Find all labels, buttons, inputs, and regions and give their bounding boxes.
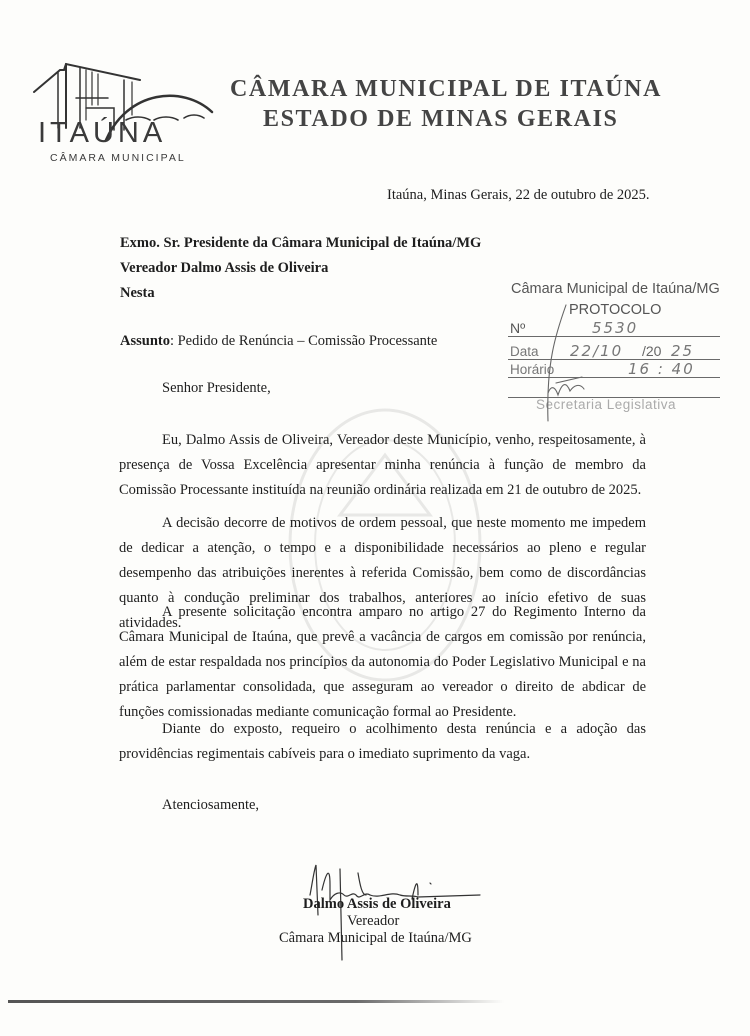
stamp-initials-icon — [526, 303, 586, 423]
signatory-role: Vereador — [347, 913, 400, 929]
dateline: Itaúna, Minas Gerais, 22 de outubro de 2025. — [387, 187, 650, 203]
paragraph-2: A decisão decorre de motivos de ordem pessoal, que neste momento me impedem de dedicar a atenção, o tempo e a disponibilidade necessários ao pleno e regular desempenho das atribuições inerentes à referida Comissão, bem como de discordâncias quanto à condução preliminar dos trabalhos, anteriores ao início efetivo de suas atividades. — [119, 515, 646, 631]
subject-line — [120, 333, 437, 350]
footer-rule — [8, 1000, 504, 1003]
subject-text: : Pedido de Renúncia – Comissão Processante — [169, 333, 438, 349]
letterhead-title: CÂMARA MUNICIPAL DE ITAÚNA — [230, 76, 663, 102]
letter-body — [119, 428, 646, 507]
letterhead-subtitle: ESTADO DE MINAS GERAIS — [263, 106, 619, 132]
paragraph-1: Eu, Dalmo Assis de Oliveira, Vereador deste Município, venho, respeitosamente, à presença de Vossa Excelência apresentar minha renúncia à função de membro da Comissão Processante instituída na reunião ordinária realizada em 21 de outubro de 2025. — [119, 432, 646, 498]
stamp-footer: Secretaria Legislativa — [536, 397, 677, 412]
letter-body-4 — [119, 717, 646, 771]
stamp-time-label: Horário — [510, 362, 555, 377]
protocol-stamp — [508, 281, 728, 421]
logo-subtitle: CÂMARA MUNICIPAL — [50, 152, 186, 164]
logo-wordmark: ITAÚNA — [38, 117, 167, 149]
paragraph-4: Diante do exposto, requeiro o acolhimento desta renúncia e a adoção das providências regimentais cabíveis para o imediato suprimento da vaga. — [119, 721, 646, 762]
letter-body-3 — [119, 600, 646, 729]
stamp-number-label: Nº — [510, 320, 526, 336]
closing: Atenciosamente, — [162, 797, 260, 813]
stamp-date-label: Data — [510, 344, 539, 359]
paragraph-3: A presente solicitação encontra amparo no artigo 27 do Regimento Interno da Câmara Municipal de Itaúna, que prevê a vacância de cargos em comissão por renúncia, além de estar respaldada nos princípios da autonomia do Poder Legislativo Municipal e na prática parlamentar consolidada, que asseguram ao vereador o direito de abdicar de funções comissionadas mediante comunicação formal ao Presidente. — [119, 604, 646, 720]
signatory-name: Dalmo Assis de Oliveira — [303, 896, 451, 912]
salutation: Senhor Presidente, — [162, 380, 271, 396]
stamp-year-prefix: /20 — [642, 343, 662, 359]
stamp-time-value: 16 : 40 — [628, 360, 695, 378]
signatory-organization: Câmara Municipal de Itaúna/MG — [279, 930, 472, 946]
stamp-date-value: 22/10 — [570, 342, 624, 360]
stamp-organization: Câmara Municipal de Itaúna/MG — [511, 281, 720, 297]
stamp-title: PROTOCOLO — [569, 302, 662, 318]
addressee-line-3: Nesta — [120, 285, 155, 301]
subject-label: Assunto — [120, 333, 170, 349]
stamp-number-value: 5530 — [592, 319, 639, 337]
addressee-line-2: Vereador Dalmo Assis de Oliveira — [120, 260, 329, 276]
addressee-line-1: Exmo. Sr. Presidente da Câmara Municipal de Itaúna/MG — [120, 235, 482, 251]
stamp-year-value: 25 — [671, 342, 695, 360]
